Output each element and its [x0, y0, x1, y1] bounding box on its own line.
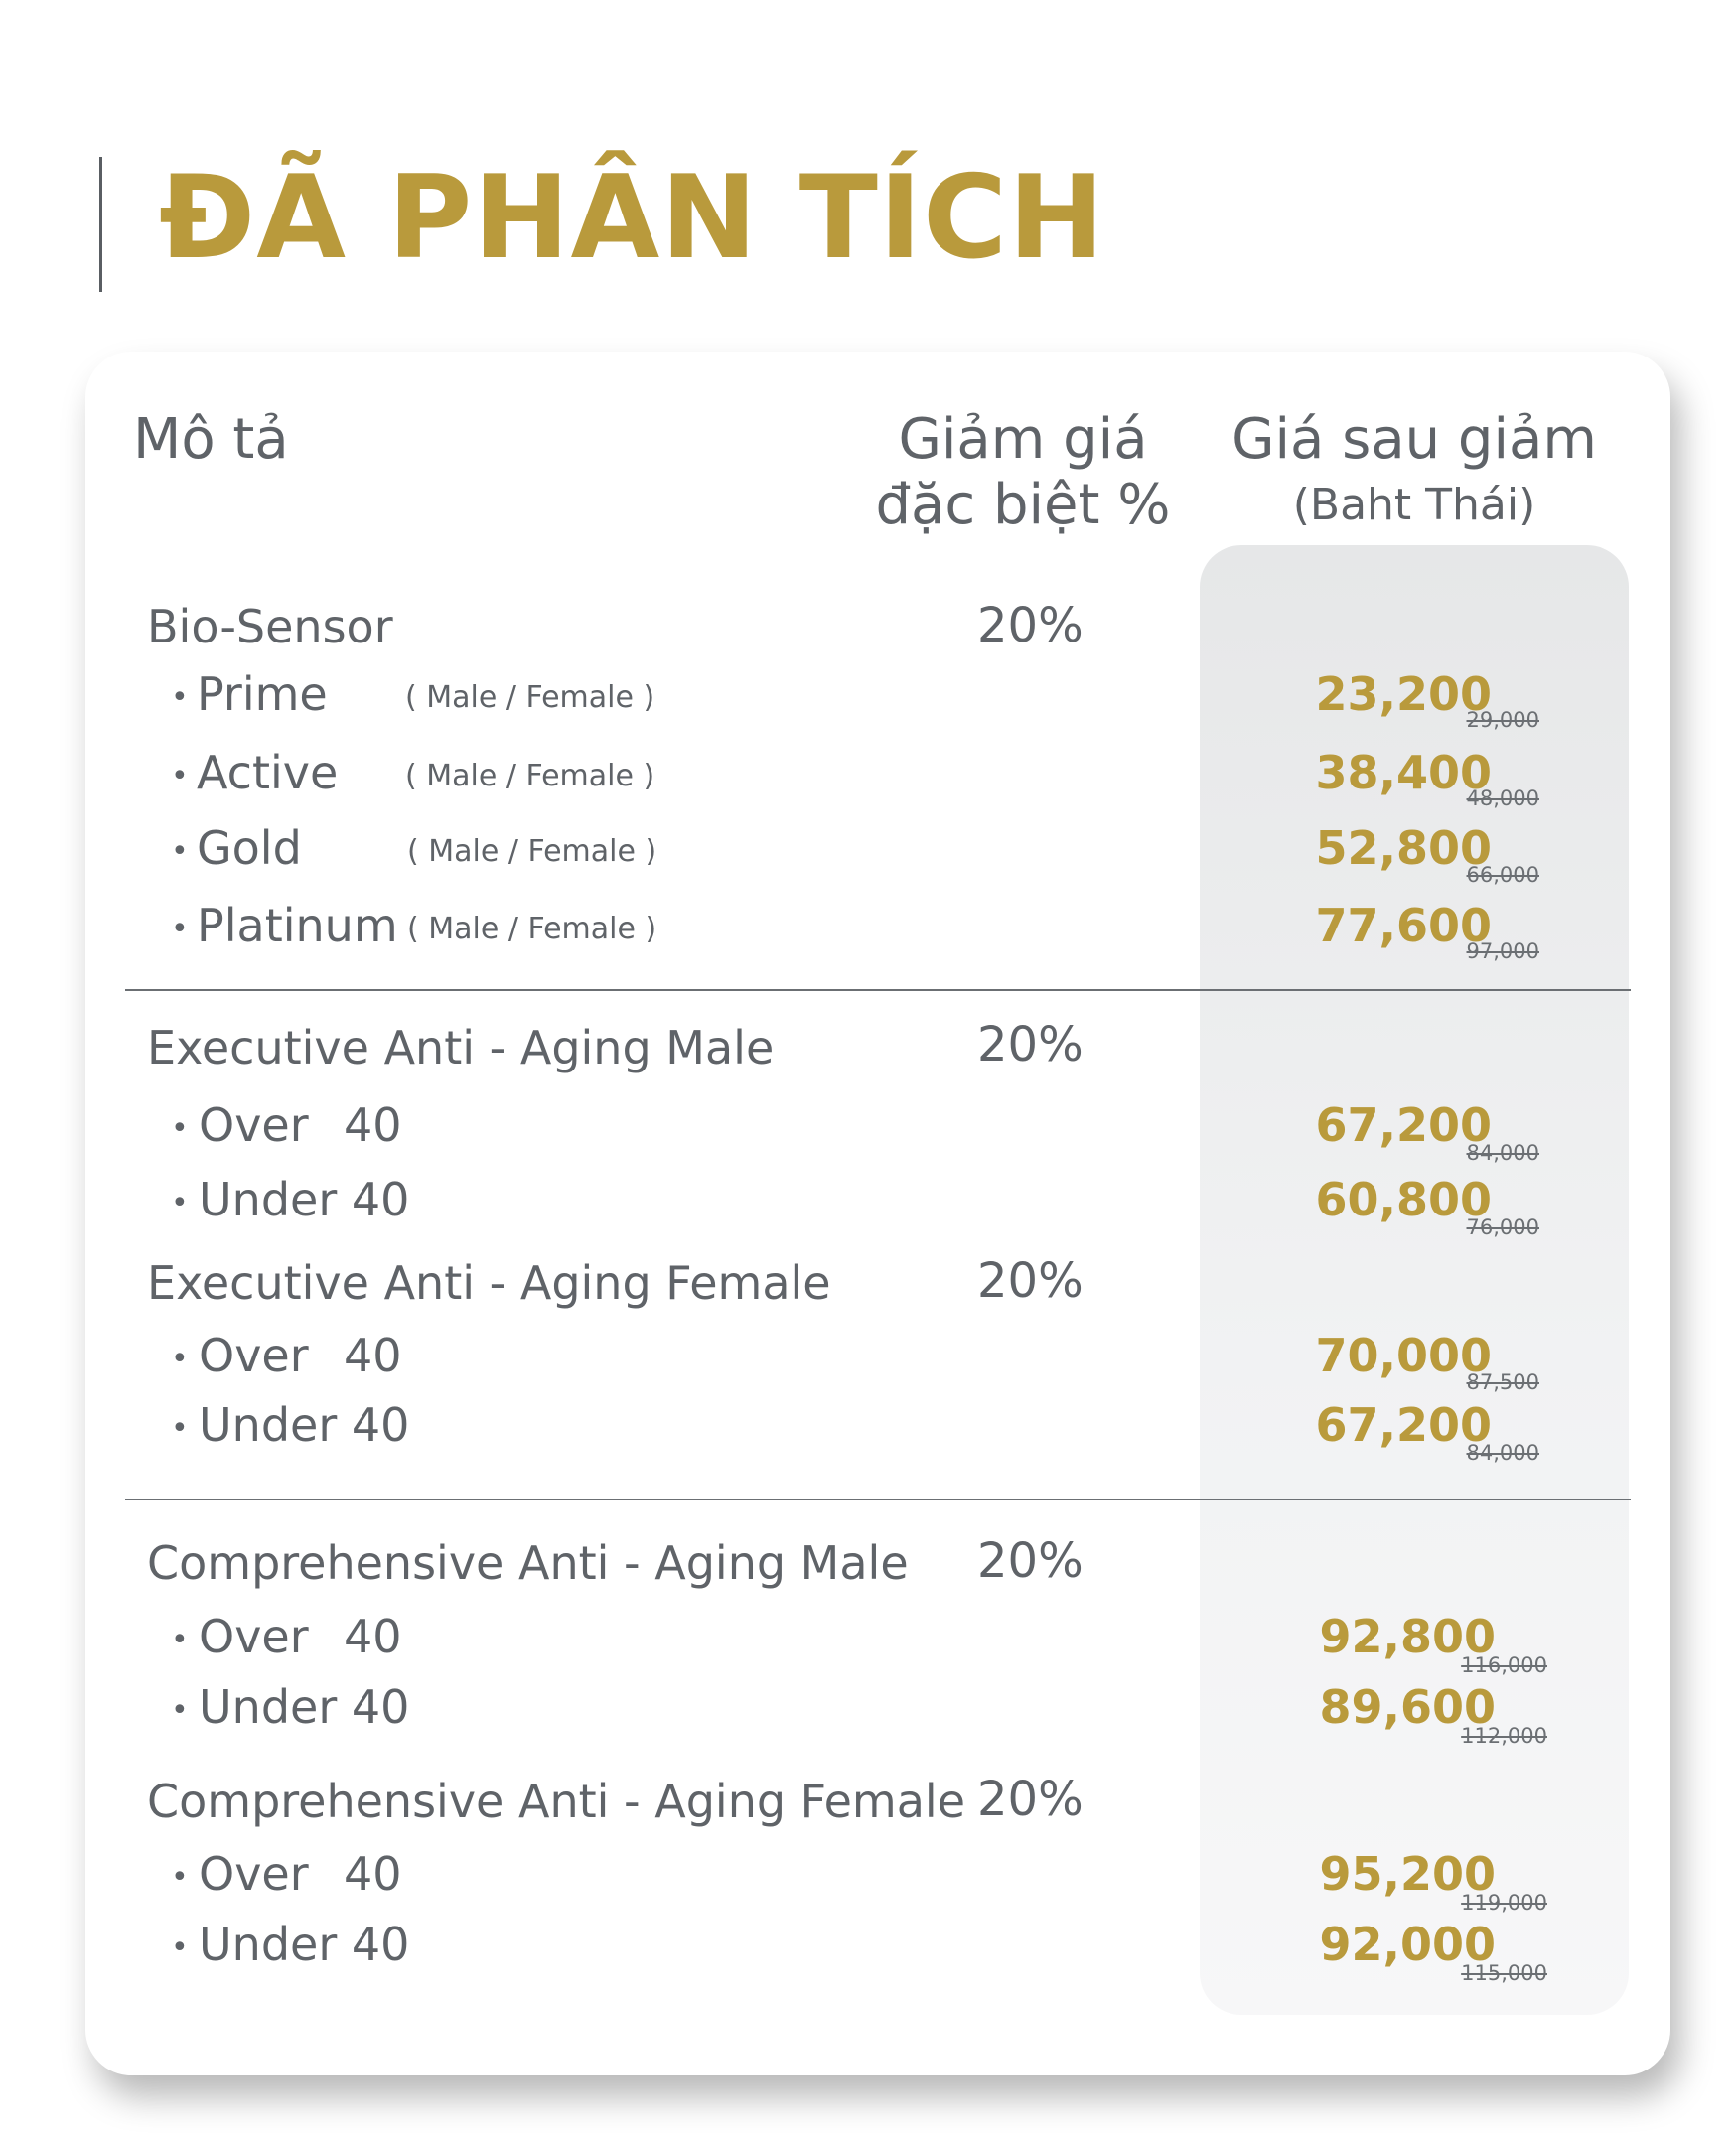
item-label: Under 40 — [199, 1918, 410, 1971]
item-note: ( Male / Female ) — [405, 680, 655, 715]
item-note: ( Male / Female ) — [407, 834, 657, 869]
group-name-executive-female: Executive Anti - Aging Female — [147, 1256, 831, 1310]
bullet: • — [171, 1411, 189, 1446]
item-label: Gold — [197, 821, 302, 875]
item-age: 40 — [344, 1610, 402, 1663]
original-price: 112,000 — [1461, 1724, 1547, 1748]
group-discount-executive-female: 20% — [977, 1253, 1084, 1309]
item-label: Under 40 — [199, 1398, 410, 1452]
page-title: ĐÃ PHÂN TÍCH — [159, 151, 1106, 285]
discounted-price: 92,800 — [1319, 1610, 1496, 1663]
item-age: 40 — [344, 1847, 402, 1901]
bullet: • — [171, 680, 189, 715]
original-price: 116,000 — [1461, 1653, 1547, 1677]
item-label: Platinum — [197, 899, 398, 952]
item-label: Active — [197, 746, 339, 799]
header-price — [1200, 407, 1629, 538]
discounted-price: 95,200 — [1319, 1847, 1496, 1901]
bullet: • — [171, 1693, 189, 1728]
group-discount-comprehensive-male: 20% — [977, 1533, 1084, 1589]
item-label: Over — [199, 1610, 309, 1663]
group-discount-comprehensive-female: 20% — [977, 1772, 1084, 1827]
original-price: 115,000 — [1461, 1961, 1547, 1985]
original-price: 48,000 — [1466, 786, 1539, 810]
group-discount-executive-male: 20% — [977, 1017, 1084, 1072]
original-price: 29,000 — [1466, 708, 1539, 732]
header-description: Mô tả — [133, 407, 289, 472]
discounted-price: 89,600 — [1319, 1680, 1496, 1734]
bullet: • — [171, 912, 189, 946]
header-price-line2: (Baht Thái) — [1292, 480, 1536, 530]
item-label: Over — [199, 1098, 309, 1152]
item-note: ( Male / Female ) — [405, 759, 655, 793]
header-discount-line2: đặc biệt % — [875, 473, 1171, 537]
bullet: • — [171, 1623, 189, 1657]
bullet: • — [171, 1186, 189, 1220]
discounted-price: 60,800 — [1315, 1173, 1492, 1226]
discounted-price: 67,200 — [1315, 1098, 1492, 1152]
section-divider — [125, 1499, 1631, 1500]
original-price: 84,000 — [1466, 1441, 1539, 1465]
bullet: • — [171, 1930, 189, 1965]
header-price-line1: Giá sau giảm — [1231, 407, 1597, 472]
discounted-price: 23,200 — [1315, 667, 1492, 721]
original-price: 66,000 — [1466, 863, 1539, 887]
bullet: • — [171, 1342, 189, 1376]
bullet: • — [171, 1111, 189, 1146]
discounted-price: 70,000 — [1315, 1329, 1492, 1382]
bullet: • — [171, 1860, 189, 1895]
title-accent-bar — [99, 157, 102, 292]
item-label: Under 40 — [199, 1173, 410, 1226]
item-label: Prime — [197, 667, 328, 721]
discounted-price: 38,400 — [1315, 746, 1492, 799]
original-price: 76,000 — [1466, 1215, 1539, 1239]
original-price: 84,000 — [1466, 1141, 1539, 1165]
original-price: 97,000 — [1466, 939, 1539, 963]
bullet: • — [171, 759, 189, 793]
discounted-price: 52,800 — [1315, 821, 1492, 875]
group-name-bio-sensor: Bio-Sensor — [147, 600, 393, 653]
group-discount-bio-sensor: 20% — [977, 598, 1084, 653]
discounted-price: 92,000 — [1319, 1918, 1496, 1971]
original-price: 87,500 — [1466, 1370, 1539, 1394]
original-price: 119,000 — [1461, 1891, 1547, 1915]
discounted-price: 77,600 — [1315, 899, 1492, 952]
header-discount — [844, 407, 1202, 538]
header-discount-line1: Giảm giá — [898, 407, 1148, 472]
group-name-executive-male: Executive Anti - Aging Male — [147, 1021, 775, 1074]
section-divider — [125, 989, 1631, 991]
discounted-price: 67,200 — [1315, 1398, 1492, 1452]
group-name-comprehensive-male: Comprehensive Anti - Aging Male — [147, 1536, 909, 1590]
item-note: ( Male / Female ) — [407, 912, 657, 946]
item-label: Over — [199, 1329, 309, 1382]
group-name-comprehensive-female: Comprehensive Anti - Aging Female — [147, 1775, 966, 1828]
bullet: • — [171, 834, 189, 869]
item-age: 40 — [344, 1098, 402, 1152]
item-label: Under 40 — [199, 1680, 410, 1734]
item-age: 40 — [344, 1329, 402, 1382]
item-label: Over — [199, 1847, 309, 1901]
